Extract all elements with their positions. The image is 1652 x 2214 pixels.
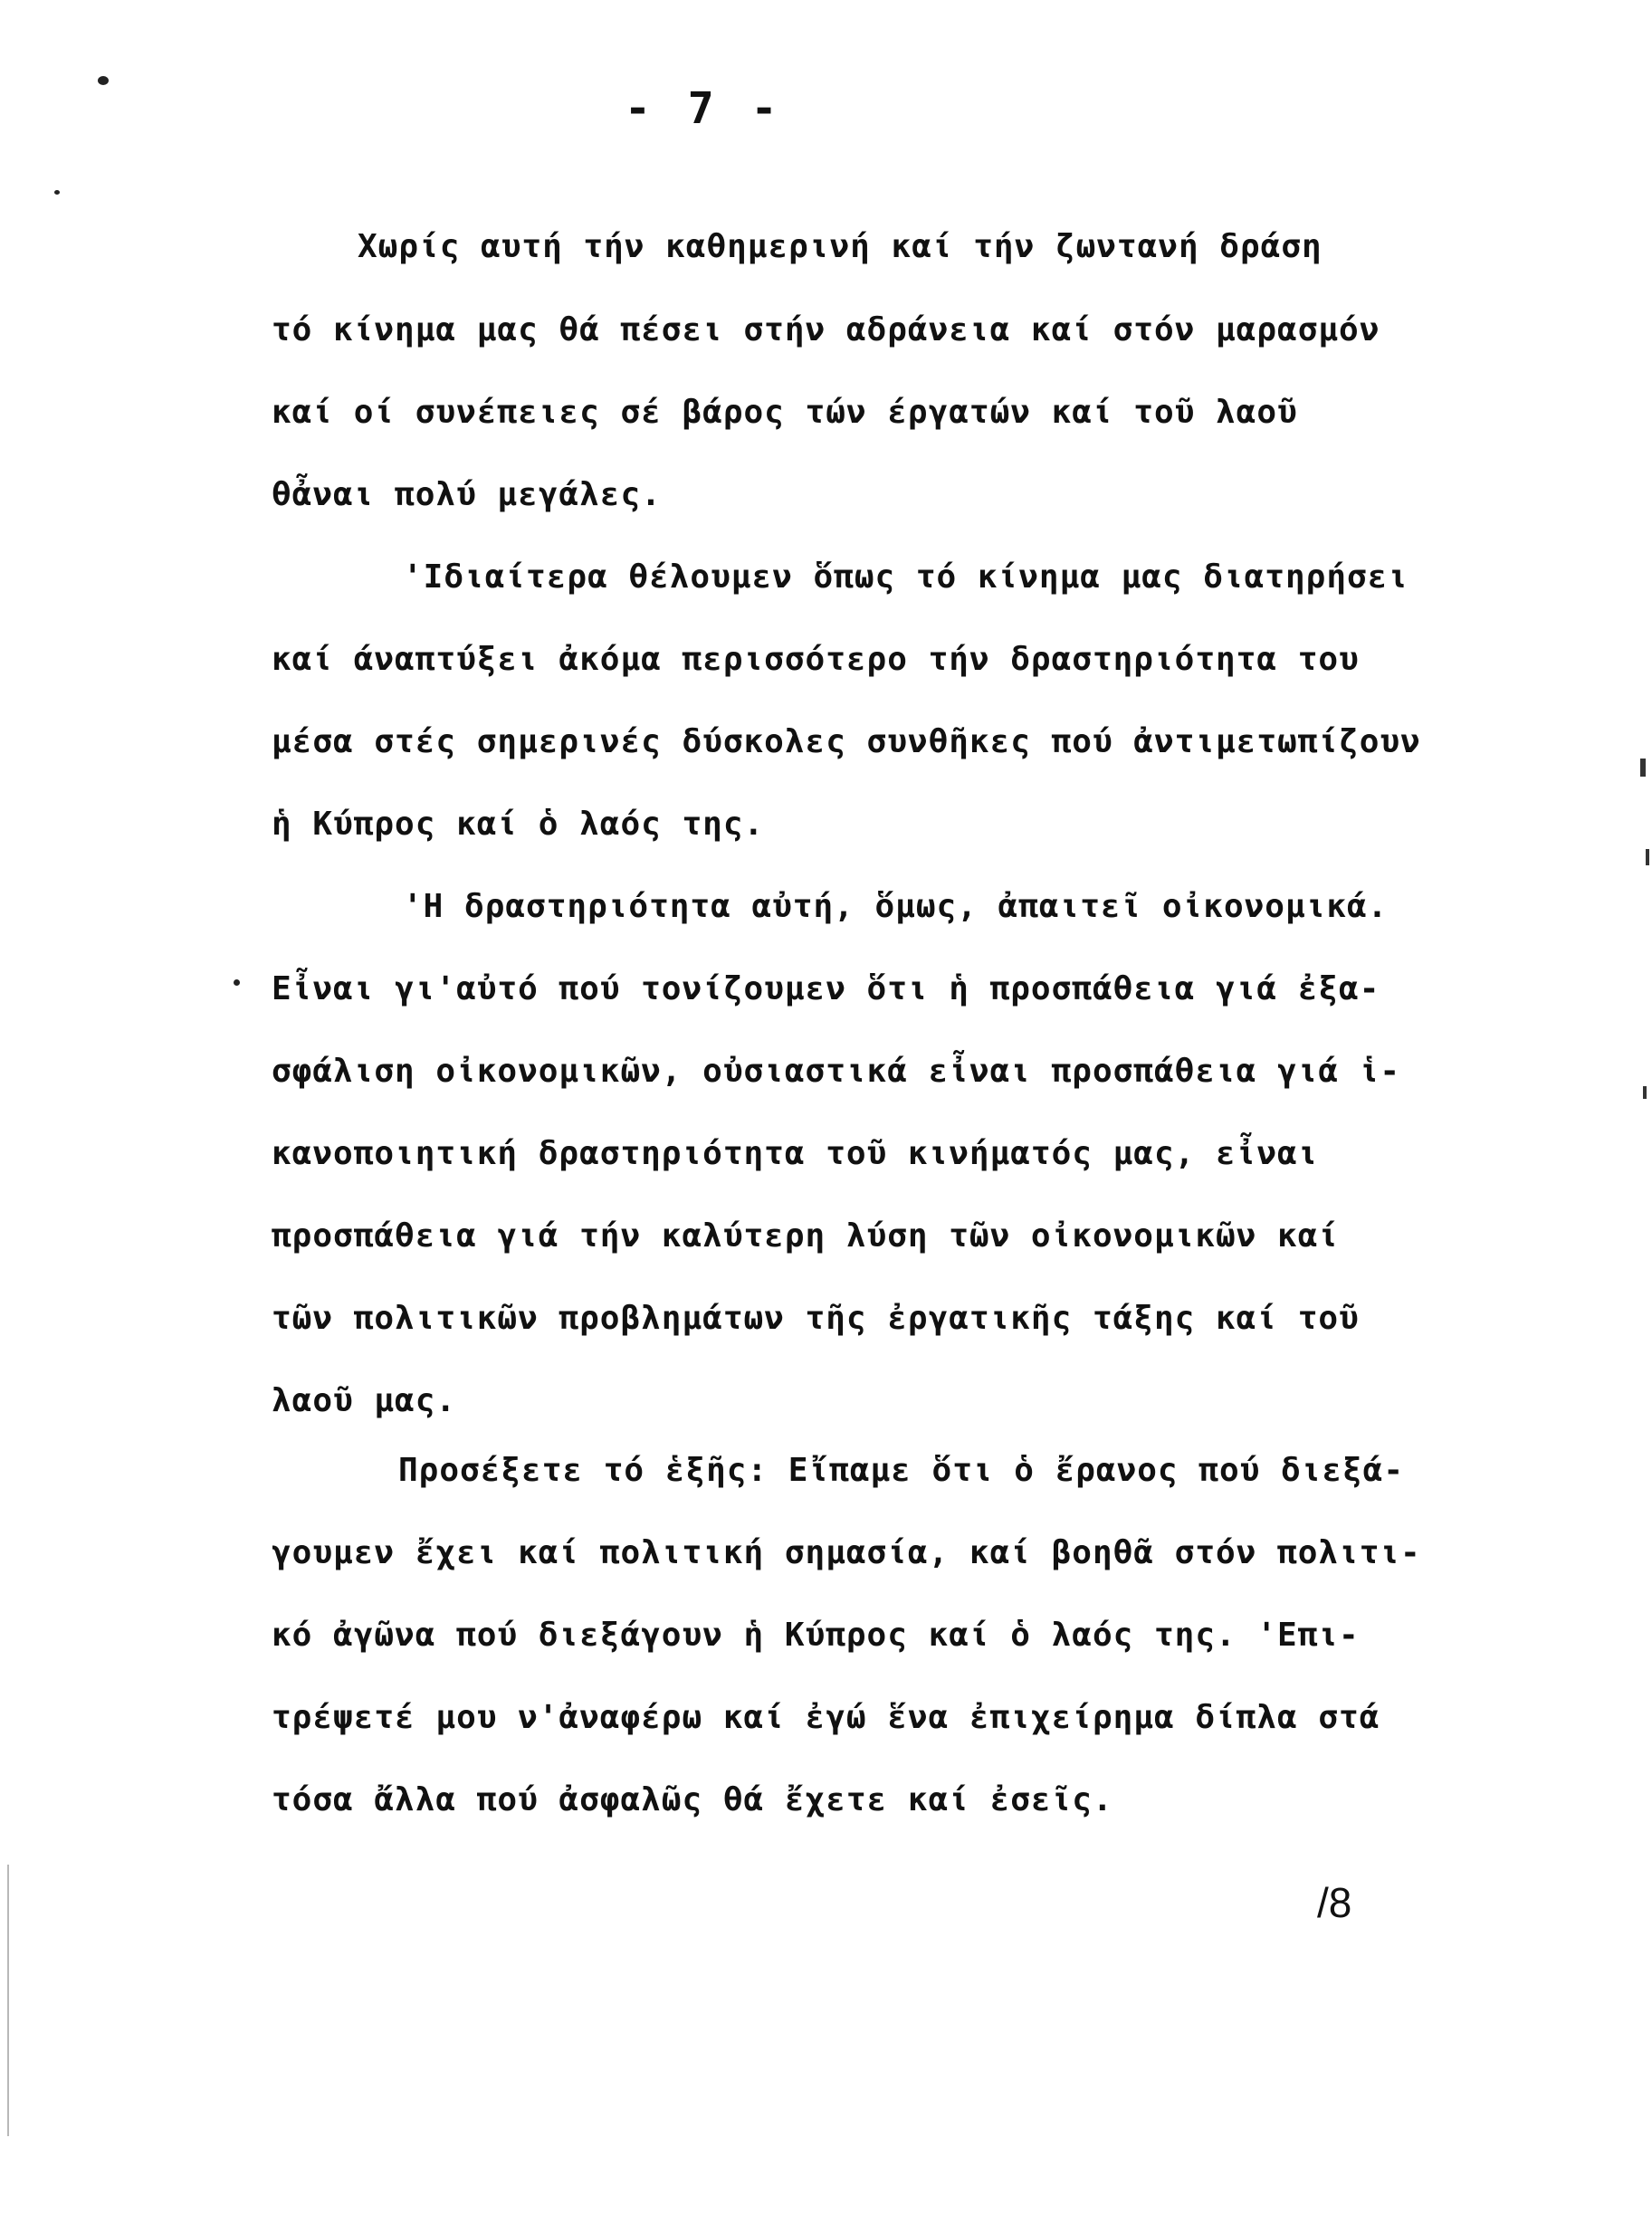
paragraph-line: λαοῦ μας. [272,1382,457,1419]
scan-edge-mark [1643,1086,1647,1099]
paragraph-line: τρέψετέ μου ν'ἀναφέρω καί ἐγώ ἕνα ἐπιχείρημα δίπλα στά [272,1699,1380,1736]
paragraph-line: τῶν πολιτικῶν προβλημάτων τῆς ἐργατικῆς τάξης καί τοῦ [272,1300,1360,1337]
scan-speck [54,190,60,195]
scan-edge-mark [1646,849,1649,865]
paragraph-line: καί οί συνέπειες σέ βάρος τών έργατών καί τοῦ λαοῦ [272,394,1298,431]
scan-edge-mark [1640,759,1646,777]
paragraph-line: μέσα στές σημερινές δύσκολες συνθῆκες πού ἀντιμετωπίζουν [272,723,1421,760]
paragraph-line: τόσα ἄλλα πού ἀσφαλῶς θά ἔχετε καί ἐσεῖς. [272,1781,1113,1818]
paragraph-line: 'Ιδιαίτερα θέλουμεν ὅπως τό κίνημα μας διατηρήσει [403,558,1409,596]
paragraph-line: προσπάθεια γιά τήν καλύτερη λύση τῶν οἰκονομικῶν καί [272,1217,1340,1255]
paragraph-line: ἡ Κύπρος καί ὁ λαός της. [272,806,765,843]
paragraph-line: κανοποιητική δραστηριότητα τοῦ κινήματός μας, εἶναι [272,1135,1319,1172]
scan-speck [234,979,240,986]
paragraph-line: γουμεν ἔχει καί πολιτική σημασία, καί βοηθᾶ στόν πολιτι- [272,1534,1421,1571]
paragraph-line: Χωρίς αυτή τήν καθημερινή καί τήν ζωντανή δράση [358,228,1323,265]
paragraph-line: θἆναι πολύ μεγάλες. [272,476,662,513]
page-number: - 7 - [625,83,783,134]
paragraph-line: κό ἀγῶνα πού διεξάγουν ἡ Κύπρος καί ὁ λαός της. 'Επι- [272,1617,1360,1654]
paragraph-line: καί άναπτύξει ἀκόμα περισσότερο τήν δραστηριότητα του [272,641,1360,678]
paragraph-line: Εἶναι γι'αὐτό πού τονίζουμεν ὅτι ἡ προσπάθεια γιά ἐξα- [272,970,1380,1007]
scan-speck [98,76,109,85]
continuation-marker: /8 [1317,1879,1352,1926]
paragraph-line: 'Η δραστηριότητα αὐτή, ὅμως, ἀπαιτεῖ οἰκονομικά. [403,888,1389,925]
paragraph-line: Προσέξετε τό ἑξῆς: Εἴπαμε ὅτι ὁ ἔρανος πού διεξά- [398,1452,1405,1489]
paragraph-line: σφάλιση οἰκονομικῶν, οὐσιαστικά εἶναι προσπάθεια γιά ἱ- [272,1053,1401,1090]
scan-edge-mark [7,1865,9,2136]
paragraph-line: τό κίνημα μας θά πέσει στήν αδράνεια καί στόν μαρασμόν [272,311,1380,348]
